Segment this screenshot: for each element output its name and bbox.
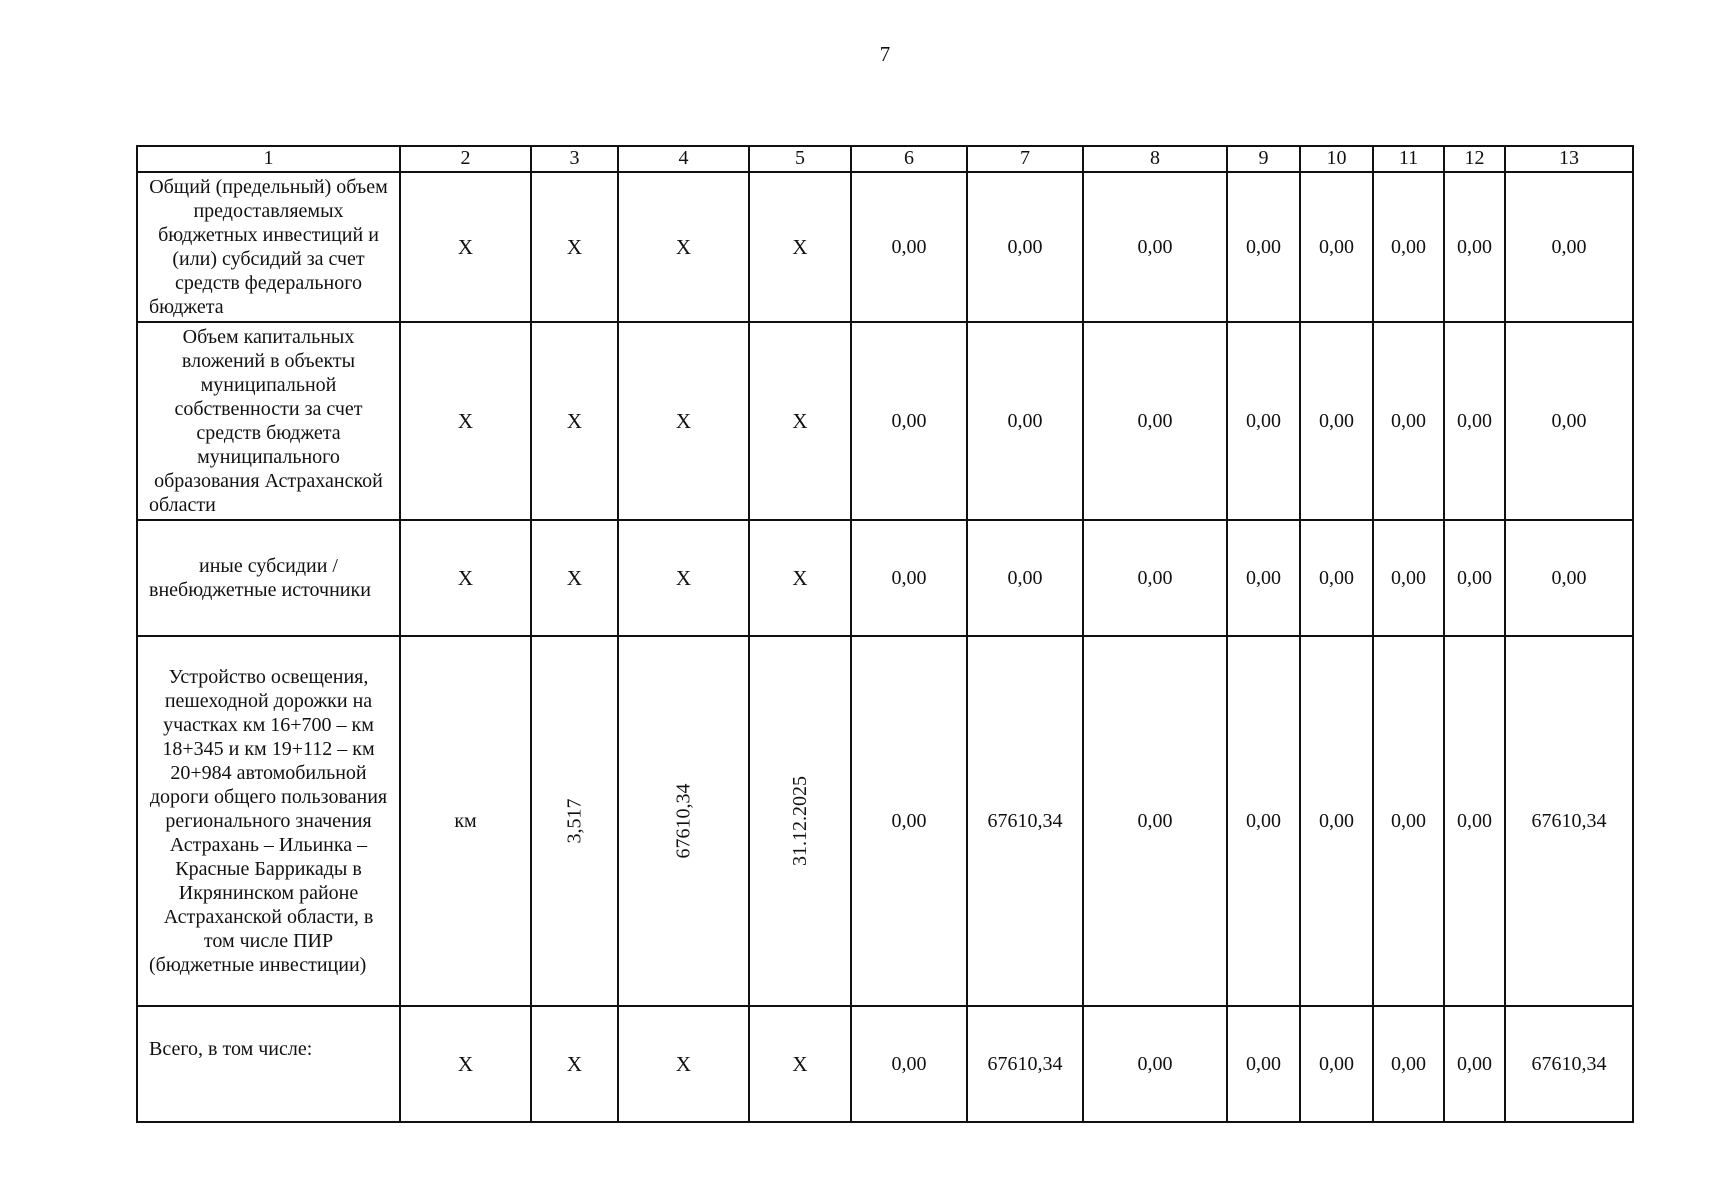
column-header: 5 — [749, 146, 851, 172]
value-cell: 0,00 — [1227, 520, 1300, 636]
column-header: 4 — [618, 146, 749, 172]
table-row-total — [137, 1006, 1633, 1122]
value-cell: 0,00 — [1373, 636, 1444, 1006]
column-header: 6 — [851, 146, 967, 172]
value-cell: 0,00 — [1227, 636, 1300, 1006]
value-cell: 67610,34 — [1505, 636, 1633, 1006]
column-header: 9 — [1227, 146, 1300, 172]
row-description: Всего, в том числе: — [137, 1006, 400, 1122]
value-cell: 0,00 — [1373, 520, 1444, 636]
value-cell: 0,00 — [1373, 1006, 1444, 1122]
estimated-cost-cell: Х — [618, 172, 749, 322]
capacity-value: 3,517 — [563, 798, 586, 844]
value-cell: 67610,34 — [1505, 1006, 1633, 1122]
column-header: 2 — [400, 146, 531, 172]
value-cell: 0,00 — [1227, 172, 1300, 322]
value-cell: 0,00 — [1505, 172, 1633, 322]
row-description: иные субсидии / внебюджетные источники — [137, 520, 400, 636]
value-cell: 0,00 — [1505, 520, 1633, 636]
value-cell: 0,00 — [1227, 1006, 1300, 1122]
value-cell: 0,00 — [1300, 172, 1373, 322]
value-cell: 0,00 — [1444, 520, 1505, 636]
value-cell: 67610,34 — [967, 636, 1083, 1006]
completion-date-cell: Х — [749, 172, 851, 322]
table-row — [137, 520, 1633, 636]
row-description: Объем капитальных вложений в объекты муниципальной собственности за счет средств бюджета муниципального образования Астраханской области — [137, 322, 400, 520]
table-header-row — [137, 146, 1633, 172]
unit-cell: Х — [400, 1006, 531, 1122]
value-cell: 0,00 — [1300, 520, 1373, 636]
table-row — [137, 172, 1633, 322]
value-cell: 0,00 — [851, 1006, 967, 1122]
estimated-cost-cell: Х — [618, 1006, 749, 1122]
column-header: 3 — [531, 146, 618, 172]
estimated-cost-cell: Х — [618, 520, 749, 636]
value-cell: 0,00 — [1373, 172, 1444, 322]
unit-cell: Х — [400, 172, 531, 322]
capacity-cell: Х — [531, 520, 618, 636]
capacity-cell: Х — [531, 172, 618, 322]
value-cell: 0,00 — [1083, 322, 1227, 520]
unit-cell: Х — [400, 520, 531, 636]
value-cell: 0,00 — [851, 636, 967, 1006]
value-cell: 0,00 — [967, 172, 1083, 322]
unit-cell: Х — [400, 322, 531, 520]
row-description: Общий (предельный) объем предоставляемых бюджетных инвестиций и (или) субсидий за счет средств федерального бюджета — [137, 172, 400, 322]
value-cell: 0,00 — [1505, 322, 1633, 520]
value-cell: 0,00 — [1373, 322, 1444, 520]
estimated-cost-value: 67610,34 — [672, 783, 695, 859]
value-cell: 0,00 — [1444, 172, 1505, 322]
value-cell: 0,00 — [1083, 1006, 1227, 1122]
completion-date-cell: Х — [749, 322, 851, 520]
page-number: 7 — [879, 42, 891, 66]
estimated-cost-cell: Х — [618, 322, 749, 520]
value-cell: 0,00 — [1300, 1006, 1373, 1122]
value-cell: 0,00 — [1300, 636, 1373, 1006]
unit-cell: км — [400, 636, 531, 1006]
value-cell: 0,00 — [1444, 1006, 1505, 1122]
value-cell: 0,00 — [967, 322, 1083, 520]
completion-date-value: 31.12.2025 — [789, 776, 811, 866]
value-cell: 0,00 — [967, 520, 1083, 636]
value-cell: 0,00 — [851, 322, 967, 520]
value-cell: 0,00 — [1083, 636, 1227, 1006]
value-cell: 67610,34 — [967, 1006, 1083, 1122]
completion-date-cell: Х — [749, 1006, 851, 1122]
table-row — [137, 322, 1633, 520]
value-cell: 0,00 — [1444, 322, 1505, 520]
investment-table — [136, 145, 1634, 1123]
column-header: 8 — [1083, 146, 1227, 172]
value-cell: 0,00 — [1083, 520, 1227, 636]
column-header: 12 — [1444, 146, 1505, 172]
value-cell: 0,00 — [851, 172, 967, 322]
completion-date-cell: Х — [749, 520, 851, 636]
value-cell: 0,00 — [851, 520, 967, 636]
estimated-cost-cell — [618, 636, 749, 1006]
completion-date-cell — [749, 636, 851, 1006]
column-header: 11 — [1373, 146, 1444, 172]
capacity-cell — [531, 636, 618, 1006]
value-cell: 0,00 — [1444, 636, 1505, 1006]
table-row — [137, 636, 1633, 1006]
capacity-cell: Х — [531, 1006, 618, 1122]
column-header: 10 — [1300, 146, 1373, 172]
capacity-cell: Х — [531, 322, 618, 520]
column-header: 13 — [1505, 146, 1633, 172]
value-cell: 0,00 — [1083, 172, 1227, 322]
row-description: Устройство освещения, пешеходной дорожки на участках км 16+700 – км 18+345 и км 19+112 – км 20+984 автомобильной дороги общего пользования регионального значения Астрахань – Ильинка – Красные Баррикады в Икрянинском районе Астраханской области, в том числе ПИР (бюджетные инвестиции) — [137, 636, 400, 1006]
value-cell: 0,00 — [1300, 322, 1373, 520]
value-cell: 0,00 — [1227, 322, 1300, 520]
column-header: 1 — [137, 146, 400, 172]
column-header: 7 — [967, 146, 1083, 172]
